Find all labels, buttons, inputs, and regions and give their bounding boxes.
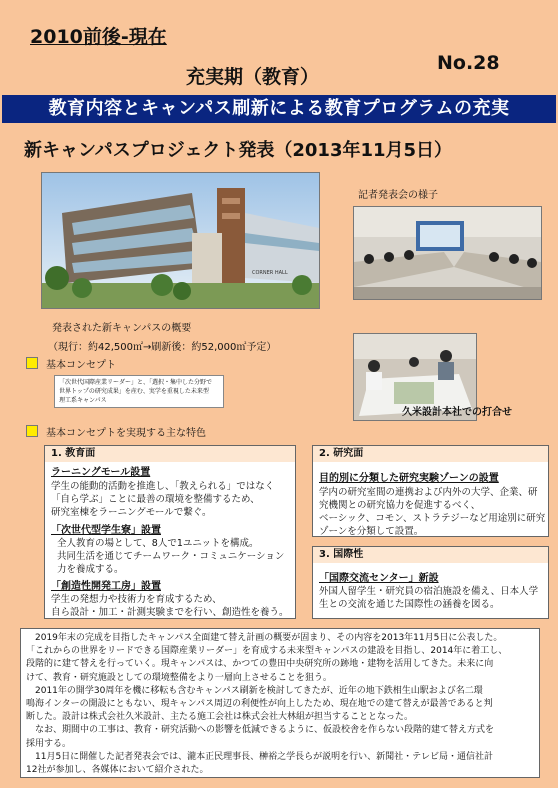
banner-title: 教育内容とキャンパス刷新による教育プログラムの充実 (2, 95, 556, 123)
press-photo-caption: 記者発表会の様子 (358, 190, 438, 201)
press-conference-image (353, 206, 542, 300)
campus-overview-label: 発表された新キャンパスの概要 (52, 323, 192, 334)
international-title: 「国際交流センター」新設 (319, 573, 439, 584)
campus-building-label: CORNER HALL (252, 270, 288, 276)
feature-title: 「創造性開発工房」設置 (51, 581, 161, 592)
concept-bullet-icon (26, 357, 38, 369)
concept-note (54, 375, 224, 408)
summary-text-box (20, 628, 540, 778)
feature-body: 全人教育の場として、8人で1ユニットを構成。 共同生活を通じてチームワーク・コミュニケーション 力を養成する。 (57, 538, 285, 575)
education-heading: 1. 教育面 (51, 448, 96, 459)
feature-title: 「次世代型学生寮」設置 (51, 525, 161, 536)
summary-line: 2019年末の完成を目指したキャンパス全面建て替え計画の概要が固まり、その内容を2013年11月5日に公表した。 (26, 633, 503, 643)
campus-area-text: （現行：約42,500㎡→刷新後：約52,000㎡予定） (48, 342, 277, 353)
summary-line: 11月5日に開催した記者発表会では、瀧本正民理事長、榊裕之学長らが説明を行い、新聞社・テレビ局・通信社計 (26, 751, 494, 762)
research-heading: 2. 研究面 (319, 448, 364, 459)
summary-line: 「これからの世界をリードできる国際産業リーダー」を育成する未来型キャンパスの建設を目指し、2014年に着工し、 (26, 646, 508, 657)
research-body: 学内の研究室間の連携および内外の大学、企業、研 究機関との研究協力を促進するべく、 ベーシック、コモン、ストラテジーなど用途別に研究 ゾーンを分類して設置。 (319, 487, 546, 537)
summary-line: なお、期間中の工事は、教育・研究活動への影響を低減できるように、仮設校舎を作らない段階的建て替え方式を (26, 725, 495, 736)
features-label: 基本コンセプトを実現する主な特色 (46, 428, 206, 439)
feature-body: 学生の能動的活動を推進し、「教えられる」ではなく 「自ら学ぶ」ことに最善の環境を整備するため、 研究室棟をラーニングモールで繋ぐ。 (51, 481, 275, 518)
international-section (312, 546, 549, 619)
summary-line: けて、教育・研究施設としての環境整備をより一層向上させることを狙う。 (26, 672, 332, 683)
summary-line: 断した。設計は株式会社久米設計、主たる施工会社は株式会社大林組が担当することとなった。 (26, 712, 414, 723)
summary-line: 採用する。 (26, 738, 72, 749)
campus-rendering-image (41, 172, 320, 309)
concept-label: 基本コンセプト (46, 360, 116, 371)
features-bullet-icon (26, 425, 38, 437)
headline: 新キャンパスプロジェクト発表（2013年11月5日） (24, 140, 453, 161)
summary-line: 段階的に建て替えを行っていく。現キャンパスは、かつての豊田中央研究所の跡地・建物を活用してきた。未来に向 (26, 659, 494, 670)
international-heading: 3. 国際性 (319, 549, 364, 560)
stage-title: 充実期（教育） (186, 66, 320, 88)
era-title: 2010前後-現在 (30, 26, 167, 48)
summary-line: 2011年の開学30周年を機に移転も含むキャンパス刷新を検討してきたが、近年の地下鉄相生山駅および名二環 (26, 685, 483, 696)
page-number: No.28 (437, 52, 500, 74)
summary-line: 12社が参加し、各媒体において紹介された。 (26, 765, 209, 776)
concept-note-line: 「次世代国際産業リーダー」と、「選択・集中した分野で (59, 379, 213, 386)
meeting-photo-caption: 久米設計本社での打合せ (402, 407, 512, 418)
concept-note-line: 世界トップの研究成果」を産む、実学を重視した未来型 (59, 388, 209, 395)
research-title: 目的別に分類した研究実験ゾーンの設置 (319, 473, 499, 484)
summary-line: 鳴海インターの開設にともない、現キャンパス周辺の利便性が向上したため、現在地での建て替えが最善であると判 (26, 699, 493, 710)
feature-body: 学生の発想力や技術力を育成するため、 自ら設計・加工・計測実験までを行い、創造性を養う。 (51, 594, 289, 618)
international-body: 外国人留学生・研究員の宿泊施設を備え、日本人学 生との交流を通じた国際性の涵養を図る。 (319, 586, 539, 610)
concept-note-line: 理工系キャンパス (59, 397, 107, 404)
feature-title: ラーニングモール設置 (51, 467, 151, 478)
education-section (44, 445, 296, 619)
research-section (312, 445, 549, 537)
